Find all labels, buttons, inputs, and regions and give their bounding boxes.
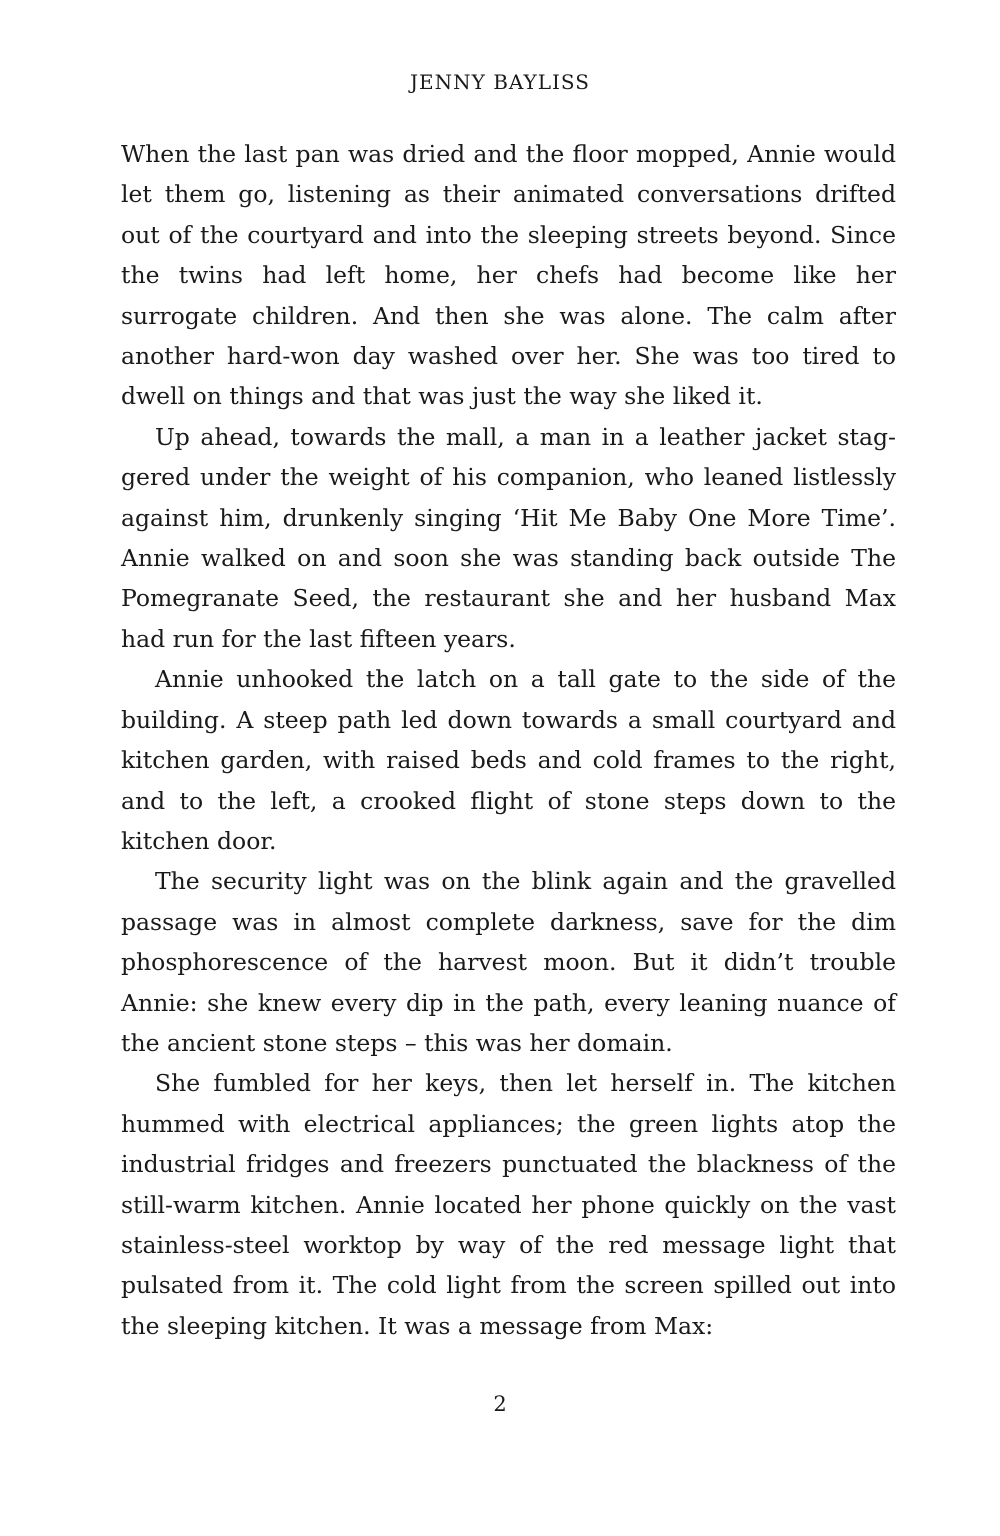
paragraph-5: She fumbled for her keys, then let herself in. The kitchen hummed with electrical appliances; the green lights atop the industrial fridges and freezers punctuated the blackness of the still-warm kitchen. Annie located her phone quickly on the vast stainless-steel worktop by way of the red message light that pulsated from it. The cold light from the screen spilled out into the sleeping kitchen. It was a message from Max:	[121, 1069, 896, 1340]
body-text	[121, 134, 896, 1346]
page-number: 2	[493, 1392, 507, 1416]
paragraph-3: Annie unhooked the latch on a tall gate to the side of the building. A steep path led down towards a small courtyard and kitchen garden, with raised beds and cold frames to the right, and to the left, a crooked flight of stone steps down to the kitchen door.	[121, 665, 896, 855]
paragraph-2: Up ahead, towards the mall, a man in a leather jacket staggered under the weight of his companion, who leaned listlessly against him, drunkenly singing ‘Hit Me Baby One More Time’. Annie walked on and soon she was standing back outside The Pomegranate Seed, the restaurant she and her husband Max had run for the last fifteen years.	[121, 422, 896, 653]
running-header: JENNY BAYLISS	[410, 70, 590, 94]
paragraph-1: When the last pan was dried and the floor mopped, Annie would let them go, listening as their animated conversations drifted out of the courtyard and into the sleeping streets beyond. Since the twins had left home, her chefs had become like her surrogate children. And then she was alone. The calm after another hard-won day washed over her. She was too tired to dwell on things and that was just the way she liked it.	[121, 140, 896, 411]
paragraph-4: The security light was on the blink again and the gravelled passage was in almost complete darkness, save for the dim phosphorescence of the harvest moon. But it didn’t trouble Annie: she knew every dip in the path, every leaning nuance of the ancient stone steps – this was her domain.	[121, 867, 896, 1057]
